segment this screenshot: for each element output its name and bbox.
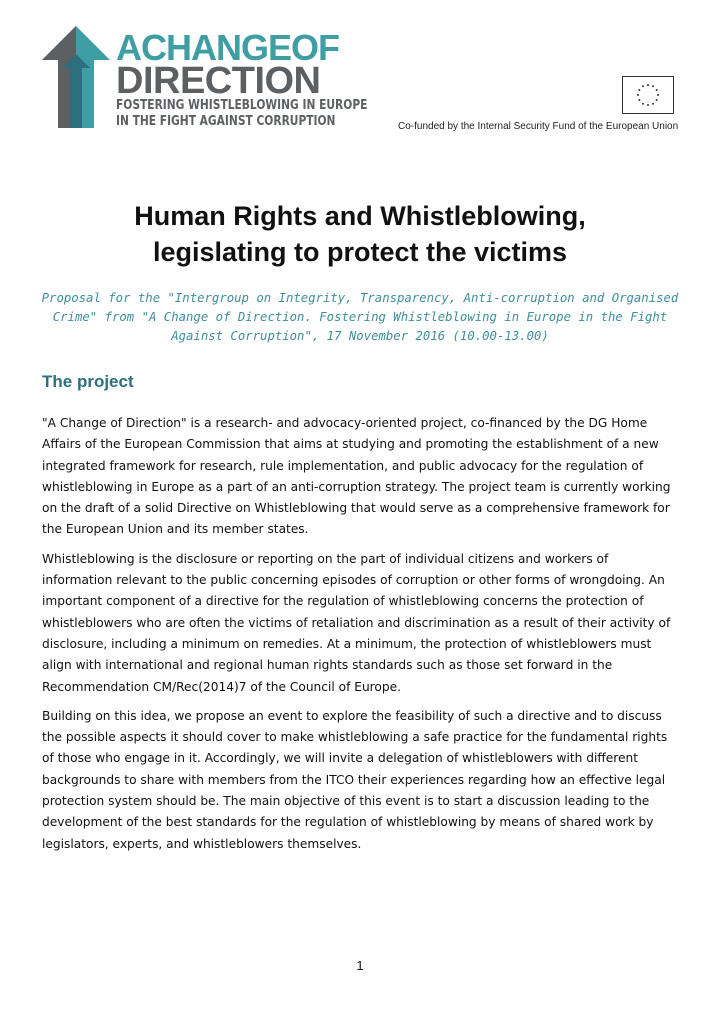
body-text [42,413,682,863]
arrow-logo-icon [40,24,112,132]
paragraph: Building on this idea, we propose an event to explore the feasibility of such a directive and to discuss the possible aspects it should cover to make whistleblowing a safe practice for the fundamental rights of those who engage in it. Accordingly, we will invite a delegation of whistleblowers with different backgrounds to share with members from the ITCO their experiences regarding how an effective legal protection system should be. The main objective of this event is to start a discussion leading to the development of the best standards for the regulation of whistleblowing by means of shared work by legislators, experts, and whistleblowers themselves. [42,708,668,851]
paragraph: "A Change of Direction" is a research- and advocacy-oriented project, co-financed by the DG Home Affairs of the European Commission that aims at studying and promoting the establishment of a new integrated framework for research, rule implementation, and public advocacy for the regulation of whistleblowing in Europe as a part of an anti-corruption strategy. The project team is currently working on the draft of a solid Directive on Whistleblowing that would serve as a comprehensive framework for the European Union and its member states. [42,416,671,537]
cofunded-notice: Co-funded by the Internal Security Fund of the European Union [398,121,679,132]
logo-subtitle-2: IN THE FIGHT AGAINST CORRUPTION [116,114,336,129]
title-line-1: Human Rights and Whistleblowing, [134,201,586,231]
project-logo [40,24,368,136]
page-title [0,198,720,270]
logo-line-2: DIRECTION [116,60,321,102]
section-heading: The project [42,372,134,391]
proposal-subtitle: Proposal for the "Intergroup on Integrity, Transparency, Anti-corruption and Organised Crime" from "A Change of Direction. Fostering Whistleblowing in Europe in the Fight Against Corruption", 17 November 2016 (10.00-13.00) [41,291,679,343]
page-number: 1 [356,958,364,973]
eu-flag-icon [622,76,674,114]
paragraph: Whistleblowing is the disclosure or reporting on the part of individual citizens and workers of information relevant to the public concerning episodes of corruption or other forms of wrongdoing. An important component of a directive for the regulation of whistleblowing concerns the protection of whistleblowers who are often the victims of retaliation and discrimination as a result of their activity of disclosure, including a minimum on remedies. At a minimum, the protection of whistleblowers must align with international and regional human rights standards such as those set forward in the Recommendation CM/Rec(2014)7 of the Council of Europe. [42,551,671,694]
logo-line-1: ACHANGEOF [116,27,340,68]
title-line-2: legislating to protect the victims [152,237,568,267]
logo-wordmark [116,27,368,130]
logo-subtitle-1: FOSTERING WHISTLEBLOWING IN EUROPE [116,98,368,113]
